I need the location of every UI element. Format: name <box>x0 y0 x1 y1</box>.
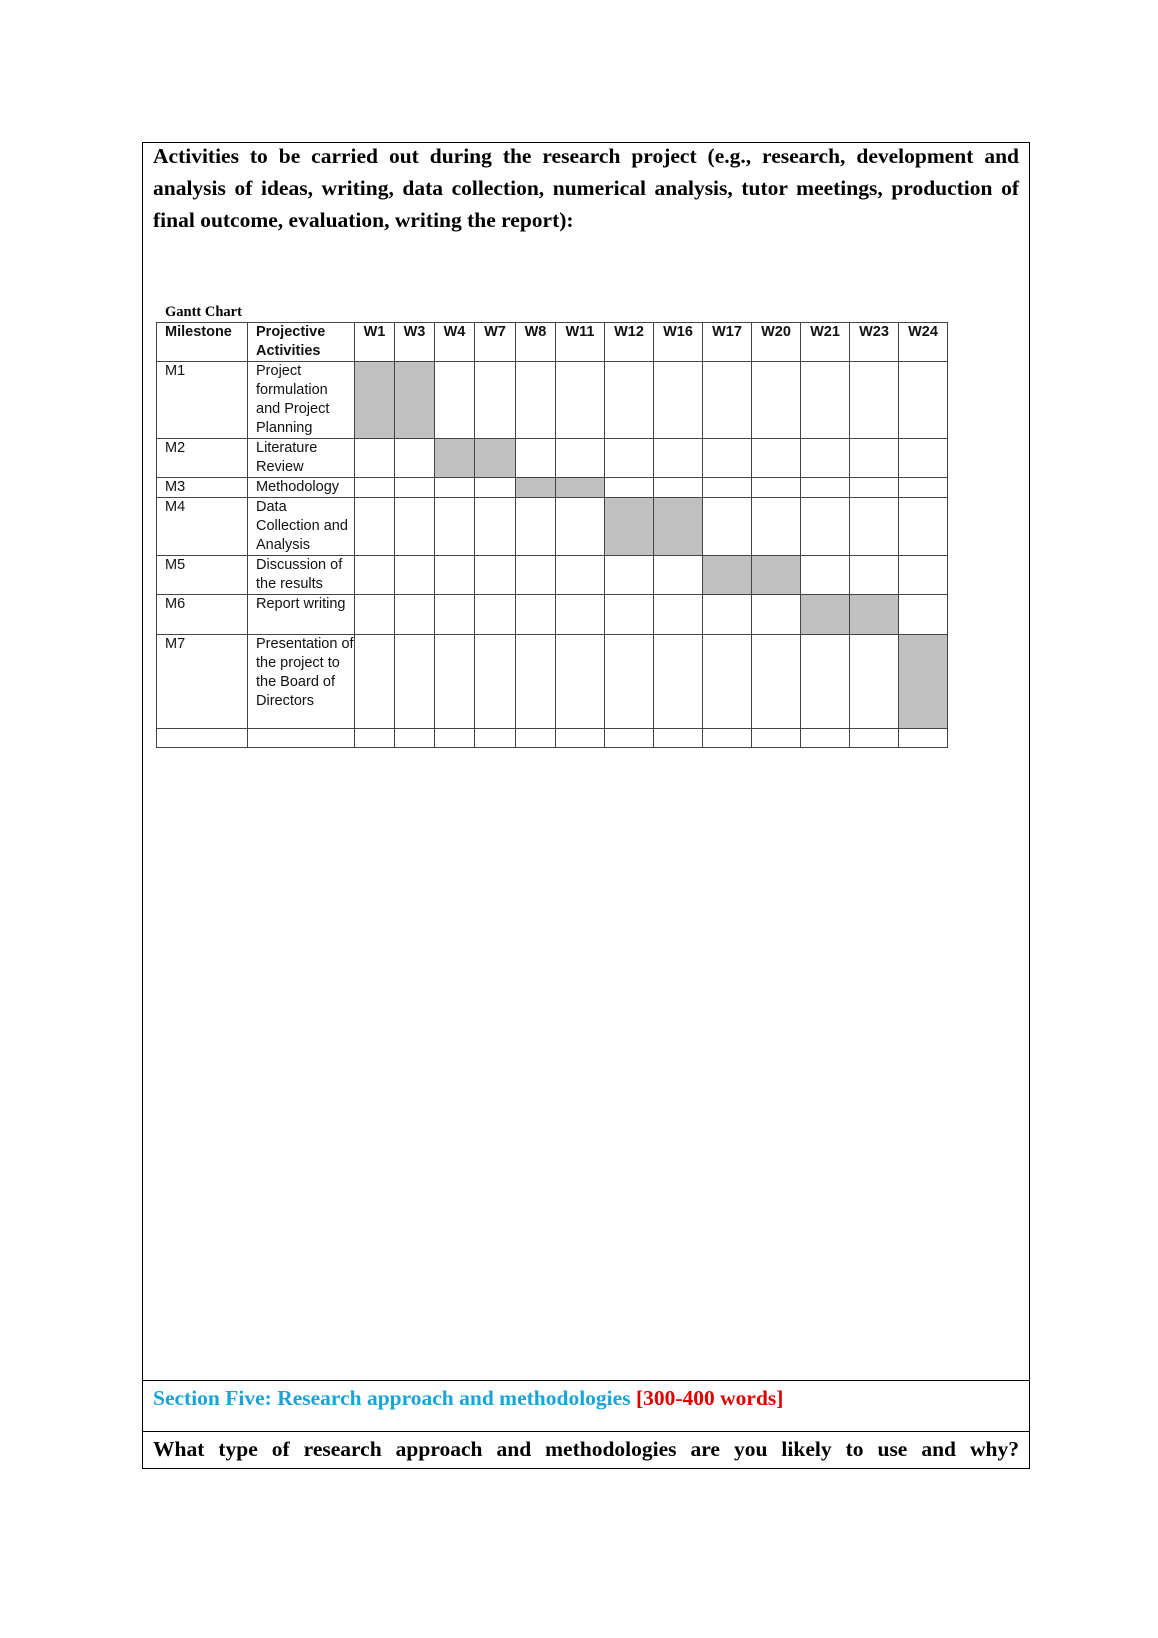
week-header-w23: W23 <box>850 323 899 362</box>
gantt-empty-cell <box>605 729 654 748</box>
activity-cell: Literature Review <box>248 439 355 478</box>
week-header-w8: W8 <box>516 323 556 362</box>
gantt-empty-cell <box>850 498 899 556</box>
gantt-bar-cell <box>703 556 752 595</box>
gantt-empty-cell <box>556 729 605 748</box>
section-five-heading <box>153 1386 783 1411</box>
gantt-empty-cell <box>801 362 850 439</box>
research-approach-question: What type of research approach and methodologies are you likely to use and why? <box>153 1437 1019 1461</box>
gantt-empty-cell <box>395 595 435 635</box>
milestone-cell: M7 <box>157 635 248 729</box>
gantt-empty-cell <box>395 635 435 729</box>
gantt-empty-cell <box>752 498 801 556</box>
gantt-empty-cell <box>850 635 899 729</box>
week-header-w16: W16 <box>654 323 703 362</box>
gantt-empty-cell <box>516 595 556 635</box>
gantt-empty-cell <box>475 635 516 729</box>
gantt-bar-cell <box>556 478 605 498</box>
gantt-bar-cell <box>435 439 475 478</box>
milestone-cell: M1 <box>157 362 248 439</box>
gantt-empty-cell <box>435 556 475 595</box>
gantt-bar-cell <box>654 498 703 556</box>
gantt-empty-cell <box>516 439 556 478</box>
gantt-empty-cell <box>355 729 395 748</box>
week-header-w11: W11 <box>556 323 605 362</box>
gantt-empty-cell <box>703 498 752 556</box>
gantt-empty-cell <box>899 595 948 635</box>
gantt-empty-cell <box>556 362 605 439</box>
milestone-cell: M4 <box>157 498 248 556</box>
activity-cell <box>248 729 355 748</box>
week-header-w20: W20 <box>752 323 801 362</box>
milestone-cell <box>157 729 248 748</box>
gantt-bar-cell <box>752 556 801 595</box>
milestone-cell: M2 <box>157 439 248 478</box>
section-five-word-count: [300-400 words] <box>635 1386 784 1410</box>
activities-header: Projective Activities <box>248 323 355 362</box>
activities-prompt: Activities to be carried out during the research project (e.g., research, development and analysis of ideas, writing, data collection, numerical analysis, tutor meetings, production of final outcome, evaluation, writing the report): <box>153 144 1019 232</box>
activity-cell: Project formulation and Project Planning <box>248 362 355 439</box>
gantt-empty-cell <box>801 729 850 748</box>
gantt-empty-cell <box>654 729 703 748</box>
activity-cell: Presentation of the project to the Board of Directors <box>248 635 355 729</box>
gantt-empty-cell <box>516 729 556 748</box>
gantt-empty-cell <box>435 498 475 556</box>
gantt-empty-cell <box>475 478 516 498</box>
gantt-empty-cell <box>654 595 703 635</box>
gantt-empty-cell <box>899 478 948 498</box>
gantt-empty-cell <box>395 556 435 595</box>
gantt-empty-cell <box>850 478 899 498</box>
gantt-empty-cell <box>605 362 654 439</box>
gantt-row <box>157 635 948 729</box>
gantt-empty-cell <box>475 498 516 556</box>
gantt-empty-cell <box>899 362 948 439</box>
gantt-empty-cell <box>435 635 475 729</box>
gantt-empty-cell <box>801 556 850 595</box>
gantt-chart-table <box>156 322 948 748</box>
milestone-cell: M5 <box>157 556 248 595</box>
gantt-empty-cell <box>899 498 948 556</box>
activity-cell: Discussion of the results <box>248 556 355 595</box>
gantt-empty-cell <box>516 556 556 595</box>
gantt-bar-cell <box>605 498 654 556</box>
gantt-empty-cell <box>395 439 435 478</box>
gantt-bar-cell <box>475 439 516 478</box>
gantt-empty-cell <box>355 478 395 498</box>
gantt-empty-cell <box>516 498 556 556</box>
week-header-w24: W24 <box>899 323 948 362</box>
week-header-w17: W17 <box>703 323 752 362</box>
gantt-bar-cell <box>899 635 948 729</box>
week-header-w4: W4 <box>435 323 475 362</box>
gantt-empty-cell <box>752 635 801 729</box>
activity-cell: Data Collection and Analysis <box>248 498 355 556</box>
gantt-empty-cell <box>801 635 850 729</box>
gantt-bar-cell <box>516 478 556 498</box>
gantt-empty-cell <box>516 362 556 439</box>
gantt-row <box>157 729 948 748</box>
milestone-cell: M3 <box>157 478 248 498</box>
gantt-empty-cell <box>899 439 948 478</box>
gantt-empty-cell <box>752 729 801 748</box>
gantt-row <box>157 498 948 556</box>
gantt-empty-cell <box>654 635 703 729</box>
milestone-cell: M6 <box>157 595 248 635</box>
gantt-empty-cell <box>475 729 516 748</box>
gantt-row <box>157 556 948 595</box>
gantt-row <box>157 362 948 439</box>
activity-cell: Methodology <box>248 478 355 498</box>
section-divider-top <box>142 1380 1030 1381</box>
gantt-empty-cell <box>801 498 850 556</box>
gantt-empty-cell <box>475 556 516 595</box>
gantt-header-row <box>157 323 948 362</box>
gantt-empty-cell <box>752 439 801 478</box>
gantt-empty-cell <box>395 478 435 498</box>
gantt-empty-cell <box>850 362 899 439</box>
gantt-bar-cell <box>801 595 850 635</box>
gantt-empty-cell <box>703 635 752 729</box>
gantt-empty-cell <box>556 439 605 478</box>
gantt-empty-cell <box>850 556 899 595</box>
gantt-empty-cell <box>703 595 752 635</box>
gantt-empty-cell <box>703 729 752 748</box>
gantt-empty-cell <box>475 595 516 635</box>
gantt-empty-cell <box>654 439 703 478</box>
gantt-row <box>157 595 948 635</box>
milestone-header: Milestone <box>157 323 248 362</box>
section-five-title: Section Five: Research approach and methodologies <box>153 1386 631 1410</box>
gantt-empty-cell <box>605 635 654 729</box>
gantt-row <box>157 439 948 478</box>
gantt-empty-cell <box>475 362 516 439</box>
gantt-empty-cell <box>654 362 703 439</box>
gantt-empty-cell <box>355 556 395 595</box>
gantt-empty-cell <box>605 439 654 478</box>
gantt-empty-cell <box>556 556 605 595</box>
gantt-empty-cell <box>801 439 850 478</box>
gantt-empty-cell <box>435 729 475 748</box>
gantt-empty-cell <box>850 439 899 478</box>
gantt-empty-cell <box>703 362 752 439</box>
gantt-empty-cell <box>703 439 752 478</box>
week-header-w21: W21 <box>801 323 850 362</box>
gantt-empty-cell <box>605 556 654 595</box>
week-header-w12: W12 <box>605 323 654 362</box>
gantt-empty-cell <box>899 729 948 748</box>
gantt-caption: Gantt Chart <box>165 304 242 320</box>
gantt-empty-cell <box>556 595 605 635</box>
gantt-empty-cell <box>703 478 752 498</box>
gantt-empty-cell <box>752 362 801 439</box>
gantt-empty-cell <box>355 439 395 478</box>
gantt-empty-cell <box>516 635 556 729</box>
gantt-empty-cell <box>556 498 605 556</box>
gantt-empty-cell <box>355 635 395 729</box>
week-header-w3: W3 <box>395 323 435 362</box>
activity-cell: Report writing <box>248 595 355 635</box>
gantt-empty-cell <box>850 729 899 748</box>
gantt-empty-cell <box>355 498 395 556</box>
gantt-empty-cell <box>435 595 475 635</box>
gantt-empty-cell <box>435 478 475 498</box>
gantt-bar-cell <box>355 362 395 439</box>
week-header-w1: W1 <box>355 323 395 362</box>
gantt-empty-cell <box>355 595 395 635</box>
gantt-empty-cell <box>654 478 703 498</box>
gantt-row <box>157 478 948 498</box>
gantt-empty-cell <box>654 556 703 595</box>
gantt-empty-cell <box>395 729 435 748</box>
gantt-empty-cell <box>899 556 948 595</box>
section-divider-bottom <box>142 1431 1030 1432</box>
gantt-empty-cell <box>556 635 605 729</box>
week-header-w7: W7 <box>475 323 516 362</box>
gantt-empty-cell <box>605 595 654 635</box>
gantt-empty-cell <box>605 478 654 498</box>
gantt-empty-cell <box>435 362 475 439</box>
gantt-bar-cell <box>850 595 899 635</box>
gantt-empty-cell <box>801 478 850 498</box>
gantt-bar-cell <box>395 362 435 439</box>
gantt-empty-cell <box>752 478 801 498</box>
gantt-empty-cell <box>395 498 435 556</box>
gantt-empty-cell <box>752 595 801 635</box>
